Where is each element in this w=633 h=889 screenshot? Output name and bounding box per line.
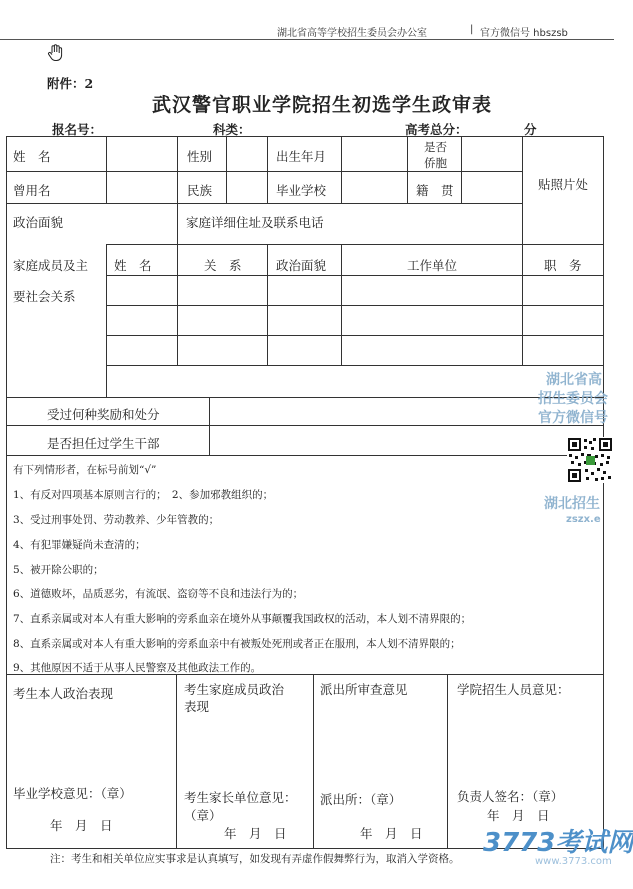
watermark-line: 官方微信号: [538, 410, 608, 426]
overseas-label-2: 侨胞: [424, 156, 447, 170]
conditions-intro: 有下列情形者，在标号前划“√”: [13, 464, 157, 476]
native-place-label: 籍 贯: [416, 183, 454, 198]
condition-item: 4、有犯罪嫌疑尚未查清的；: [13, 539, 146, 551]
family-col-political: 政治面貌: [276, 258, 327, 273]
condition-item: 8、直系亲属或对本人有重大影响的旁系血亲中有被叛处死刑或者正在服刑，本人划不清界限的；: [13, 638, 461, 650]
awards-label: 受过何种奖励和处分: [47, 407, 160, 422]
grad-school-label: 毕业学校: [276, 183, 327, 198]
college-staff-title: 学院招生人员意见：: [457, 682, 570, 697]
condition-item: 3、受过刑事处罚、劳动教养、少年管教的；: [13, 514, 220, 526]
major-label: 科类：: [213, 122, 251, 137]
page-title: 武汉警官职业学院招生初选学生政审表: [152, 94, 493, 116]
watermark-line: 湖北省高: [546, 372, 602, 388]
condition-item: 6、道德败坏，品质恶劣，有流氓、盗窃等不良和违法行为的；: [13, 588, 304, 600]
watermark-line: 招生委员会: [538, 391, 608, 407]
score-unit: 分: [524, 122, 537, 137]
reg-no-label: 报名号：: [52, 122, 103, 137]
political-status-label: 政治面貌: [13, 215, 64, 230]
police-review-title: 派出所审查意见: [320, 682, 408, 697]
footer-note: 注：考生和相关单位应实事求是认真填写，如发现有弄虚作假舞弊行为，取消入学资格。: [50, 853, 460, 865]
family-political-title-1: 考生家庭成员政治: [184, 682, 285, 697]
family-col-work: 工作单位: [407, 258, 458, 273]
ethnicity-label: 民族: [187, 183, 213, 198]
birth-label: 出生年月: [276, 149, 327, 164]
address-phone-label: 家庭详细住址及联系电话: [186, 215, 324, 230]
site-logo-url: www.3773.com: [535, 856, 612, 867]
cadre-label: 是否担任过学生干部: [47, 436, 160, 451]
watermark-line: 湖北招生: [544, 496, 600, 512]
family-col-relation: 关 系: [204, 258, 242, 273]
responsible-sign-label: 负责人签名：（章）: [457, 789, 564, 804]
condition-item: 5、被开除公职的；: [13, 564, 104, 576]
header-office: 湖北省高等学校招生委员会办公室: [277, 28, 427, 39]
qr-code-icon: [567, 437, 613, 483]
parent-unit-seal: （章）: [184, 808, 222, 823]
watermark-line: zszx.e: [566, 514, 601, 525]
school-date: 年 月 日: [50, 818, 113, 833]
police-station-label: 派出所：（章）: [320, 792, 402, 807]
family-label-1: 家庭成员及主: [13, 258, 89, 273]
family-col-position: 职 务: [544, 258, 582, 273]
parent-unit-date: 年 月 日: [224, 826, 287, 841]
condition-item: 1、有反对四项基本原则言行的； 2、参加邪教组织的；: [13, 489, 274, 501]
overseas-label-1: 是否: [424, 140, 447, 154]
responsible-date: 年 月 日: [487, 808, 550, 823]
photo-placeholder: 贴照片处: [538, 177, 589, 192]
family-col-name: 姓 名: [114, 258, 152, 273]
police-station-date: 年 月 日: [360, 826, 423, 841]
former-name-label: 曾用名: [13, 183, 51, 198]
school-opinion-label: 毕业学校意见：（章）: [13, 786, 132, 801]
condition-item: 9、其他原因不适于从事人民警察及其他政法工作的。: [13, 662, 262, 674]
parent-unit-label: 考生家长单位意见：: [184, 790, 297, 805]
gender-label: 性别: [187, 149, 213, 164]
score-label: 高考总分：: [405, 122, 468, 137]
family-label-2: 要社会关系: [13, 289, 76, 304]
condition-item: 7、直系亲属或对本人有重大影响的旁系血亲在境外从事颠覆我国政权的活动，本人划不清界限的；: [13, 613, 472, 625]
annex-label: 附件：2: [47, 76, 94, 91]
header-wechat: 官方微信号 hbszsb: [480, 28, 568, 39]
header-separator: |: [470, 24, 474, 35]
self-political-title: 考生本人政治表现: [13, 686, 114, 701]
name-label: 姓 名: [13, 149, 51, 164]
site-logo: 3773考试网: [483, 828, 633, 858]
family-political-title-2: 表现: [184, 699, 210, 714]
